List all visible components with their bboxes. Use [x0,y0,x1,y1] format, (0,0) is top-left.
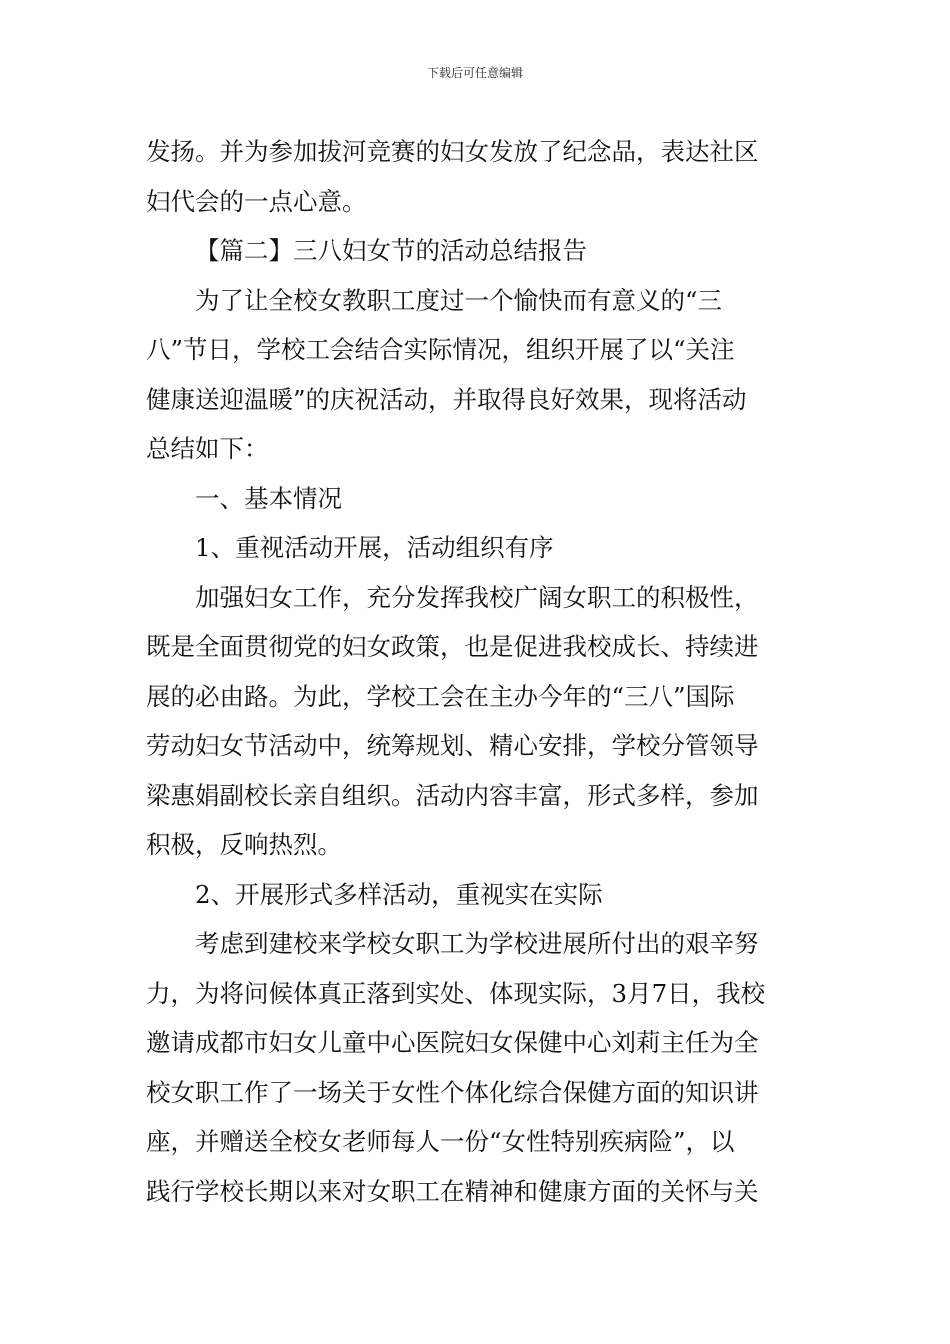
text-line: 劳动妇女节活动中，统筹规划、精心安排，学校分管领导 [146,731,759,760]
section-heading: 【篇二】三八妇女节的活动总结报告 [195,236,587,265]
text-line: 践行学校长期以来对女职工在精神和健康方面的关怀与关 [146,1176,759,1206]
text-line: 健康送迎温暖”的庆祝活动，并取得良好效果，现将活动 [146,384,747,414]
text-line: 总结如下： [146,434,269,463]
subsection-heading: 一、基本情况 [195,483,342,513]
document-body [146,127,810,1216]
text-line: 既是全面贯彻党的妇女政策，也是促进我校成长、持续进 [146,632,759,661]
subsection-heading: 1、重视活动开展，活动组织有序 [195,533,554,562]
text-line: 校女职工作了一场关于女性个体化综合保健方面的知识讲 [146,1077,759,1107]
text-line: 座，并赠送全校女老师每人一份“女性特别疾病险”，以 [146,1127,735,1156]
text-line: 力，为将问候体真正落到实处、体现实际，3月7日，我校 [146,978,766,1008]
text-line: 为了让全校女教职工度过一个愉快而有意义的“三 [195,285,723,315]
text-line: 积极，反响热烈。 [146,830,342,859]
page-header: 下载后可任意编辑 [426,66,523,80]
text-line: 妇代会的一点心意。 [146,186,367,216]
text-line: 考虑到建校来学校女职工为学校进展所付出的艰辛努 [195,929,759,958]
text-line: 梁惠娟副校长亲自组织。活动内容丰富，形式多样，参加 [146,780,759,810]
text-line: 加强妇女工作，充分发挥我校广阔女职工的积极性， [195,582,759,612]
subsection-heading: 2、开展形式多样活动，重视实在实际 [195,879,603,909]
text-line: 展的必由路。为此，学校工会在主办今年的“三八”国际 [146,681,735,711]
text-line: 八”节日，学校工会结合实际情况，组织开展了以“关注 [146,335,735,364]
text-line: 发扬。并为参加拔河竞赛的妇女发放了纪念品，表达社区 [146,137,759,166]
text-line: 邀请成都市妇女儿童中心医院妇女保健中心刘莉主任为全 [146,1028,759,1057]
